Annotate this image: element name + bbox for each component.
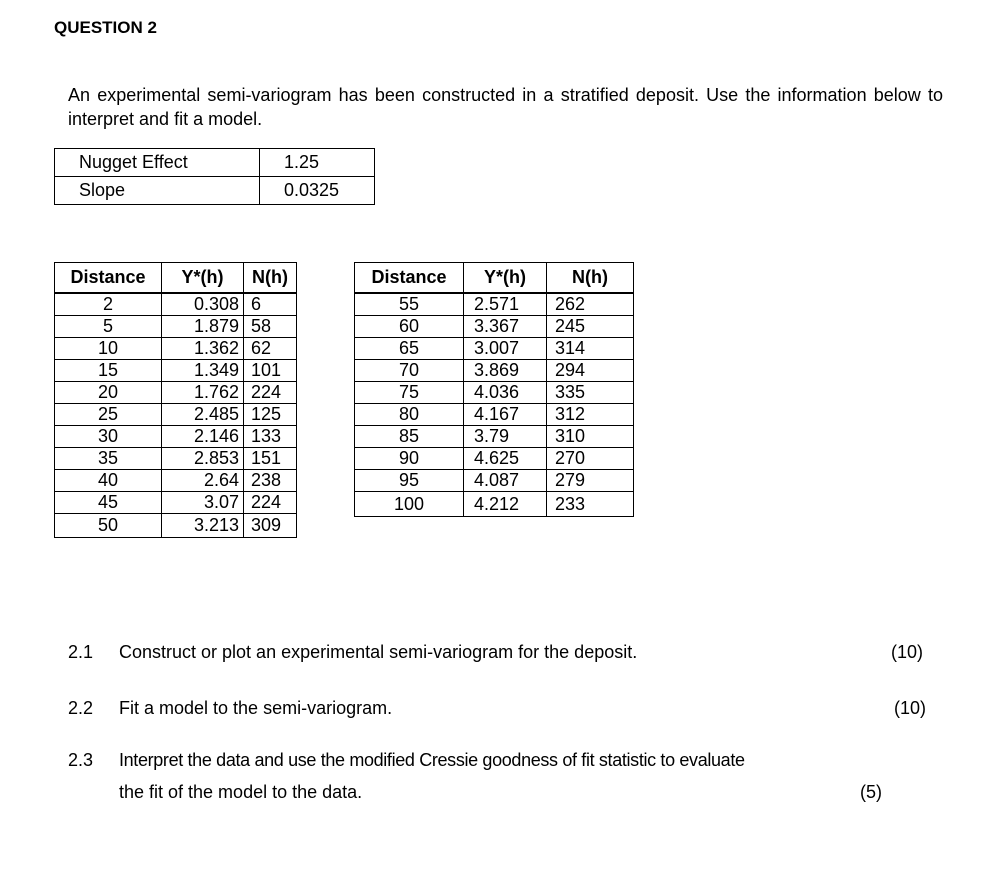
gamma-cell: 2.853 [162,448,244,470]
header-gamma: Y*(h) [162,263,244,294]
table-row [55,514,297,538]
table-row [355,338,634,360]
pairs-cell: 310 [547,426,634,448]
distance-cell: 15 [55,360,162,382]
parameter-value: 0.0325 [260,177,375,205]
pairs-cell: 133 [244,426,297,448]
parameters-table [54,148,375,205]
pairs-cell: 270 [547,448,634,470]
parameter-row [55,149,375,177]
distance-cell: 85 [355,426,464,448]
gamma-cell: 4.036 [464,382,547,404]
gamma-cell: 3.007 [464,338,547,360]
question-text-continued: the fit of the model to the data. [119,782,363,802]
question-marks: (5) [860,782,882,802]
table-row [355,382,634,404]
pairs-cell: 335 [547,382,634,404]
pairs-cell: 125 [244,404,297,426]
table-row [55,382,297,404]
table-row [55,338,297,360]
gamma-cell: 4.087 [464,470,547,492]
pairs-cell: 312 [547,404,634,426]
distance-cell: 80 [355,404,464,426]
question-number: 2.3 [68,750,94,770]
question-2-3 [68,744,948,808]
table-row [355,293,634,316]
distance-cell: 70 [355,360,464,382]
distance-cell: 10 [55,338,162,360]
table-row [55,492,297,514]
distance-cell: 2 [55,293,162,316]
distance-cell: 5 [55,316,162,338]
pairs-cell: 151 [244,448,297,470]
pairs-cell: 279 [547,470,634,492]
gamma-cell: 3.367 [464,316,547,338]
table-row [355,470,634,492]
header-distance: Distance [355,263,464,294]
question-marks: (10) [894,698,927,718]
question-2-1 [68,636,948,668]
gamma-cell: 3.79 [464,426,547,448]
pairs-cell: 262 [547,293,634,316]
parameter-label: Slope [55,177,260,205]
gamma-cell: 4.212 [464,492,547,517]
pairs-cell: 62 [244,338,297,360]
distance-cell: 65 [355,338,464,360]
gamma-cell: 4.167 [464,404,547,426]
pairs-cell: 314 [547,338,634,360]
gamma-cell: 1.762 [162,382,244,404]
pairs-cell: 245 [547,316,634,338]
distance-cell: 25 [55,404,162,426]
variogram-table-2 [354,262,634,517]
question-number: 2.2 [68,698,94,718]
distance-cell: 50 [55,514,162,538]
table-row [55,470,297,492]
gamma-cell: 1.879 [162,316,244,338]
header-gamma: Y*(h) [464,263,547,294]
gamma-cell: 2.64 [162,470,244,492]
question-text: Interpret the data and use the modified Cressie goodness of fit statistic to evaluate [119,750,745,770]
intro-paragraph: An experimental semi-variogram has been constructed in a stratified deposit. Use the information below to interpret and fit a model. [68,85,943,129]
variogram-table-1 [54,262,297,538]
pairs-cell: 58 [244,316,297,338]
distance-cell: 75 [355,382,464,404]
table-row [55,448,297,470]
parameter-value: 1.25 [260,149,375,177]
gamma-cell: 2.485 [162,404,244,426]
table-row [55,316,297,338]
distance-cell: 90 [355,448,464,470]
gamma-cell: 0.308 [162,293,244,316]
gamma-cell: 3.869 [464,360,547,382]
question-text: Construct or plot an experimental semi-variogram for the deposit. [119,642,638,662]
distance-cell: 45 [55,492,162,514]
table-row [55,404,297,426]
table-row [55,293,297,316]
table-body [55,293,297,538]
distance-cell: 40 [55,470,162,492]
table-row [355,448,634,470]
question-text: Fit a model to the semi-variogram. [119,698,393,718]
distance-cell: 55 [355,293,464,316]
pairs-cell: 294 [547,360,634,382]
parameter-label: Nugget Effect [55,149,260,177]
gamma-cell: 1.349 [162,360,244,382]
pairs-cell: 233 [547,492,634,517]
gamma-cell: 1.362 [162,338,244,360]
gamma-cell: 2.571 [464,293,547,316]
question-marks: (10) [891,642,924,662]
header-distance: Distance [55,263,162,294]
pairs-cell: 224 [244,492,297,514]
question-number: 2.1 [68,642,94,662]
header-pairs: N(h) [547,263,634,294]
gamma-cell: 4.625 [464,448,547,470]
pairs-cell: 309 [244,514,297,538]
pairs-cell: 238 [244,470,297,492]
table-row [355,492,634,517]
table-row [55,360,297,382]
table-body [355,293,634,517]
gamma-cell: 2.146 [162,426,244,448]
distance-cell: 60 [355,316,464,338]
header-pairs: N(h) [244,263,297,294]
parameter-row [55,177,375,205]
pairs-cell: 6 [244,293,297,316]
table-row [355,360,634,382]
table-header-row [55,263,297,294]
distance-cell: 20 [55,382,162,404]
distance-cell: 30 [55,426,162,448]
pairs-cell: 224 [244,382,297,404]
question-title: QUESTION 2 [54,18,157,37]
distance-cell: 100 [355,492,464,517]
gamma-cell: 3.07 [162,492,244,514]
gamma-cell: 3.213 [162,514,244,538]
table-row [355,404,634,426]
pairs-cell: 101 [244,360,297,382]
table-row [355,426,634,448]
table-row [55,426,297,448]
question-2-2 [68,692,948,724]
table-header-row [355,263,634,294]
distance-cell: 95 [355,470,464,492]
table-row [355,316,634,338]
distance-cell: 35 [55,448,162,470]
